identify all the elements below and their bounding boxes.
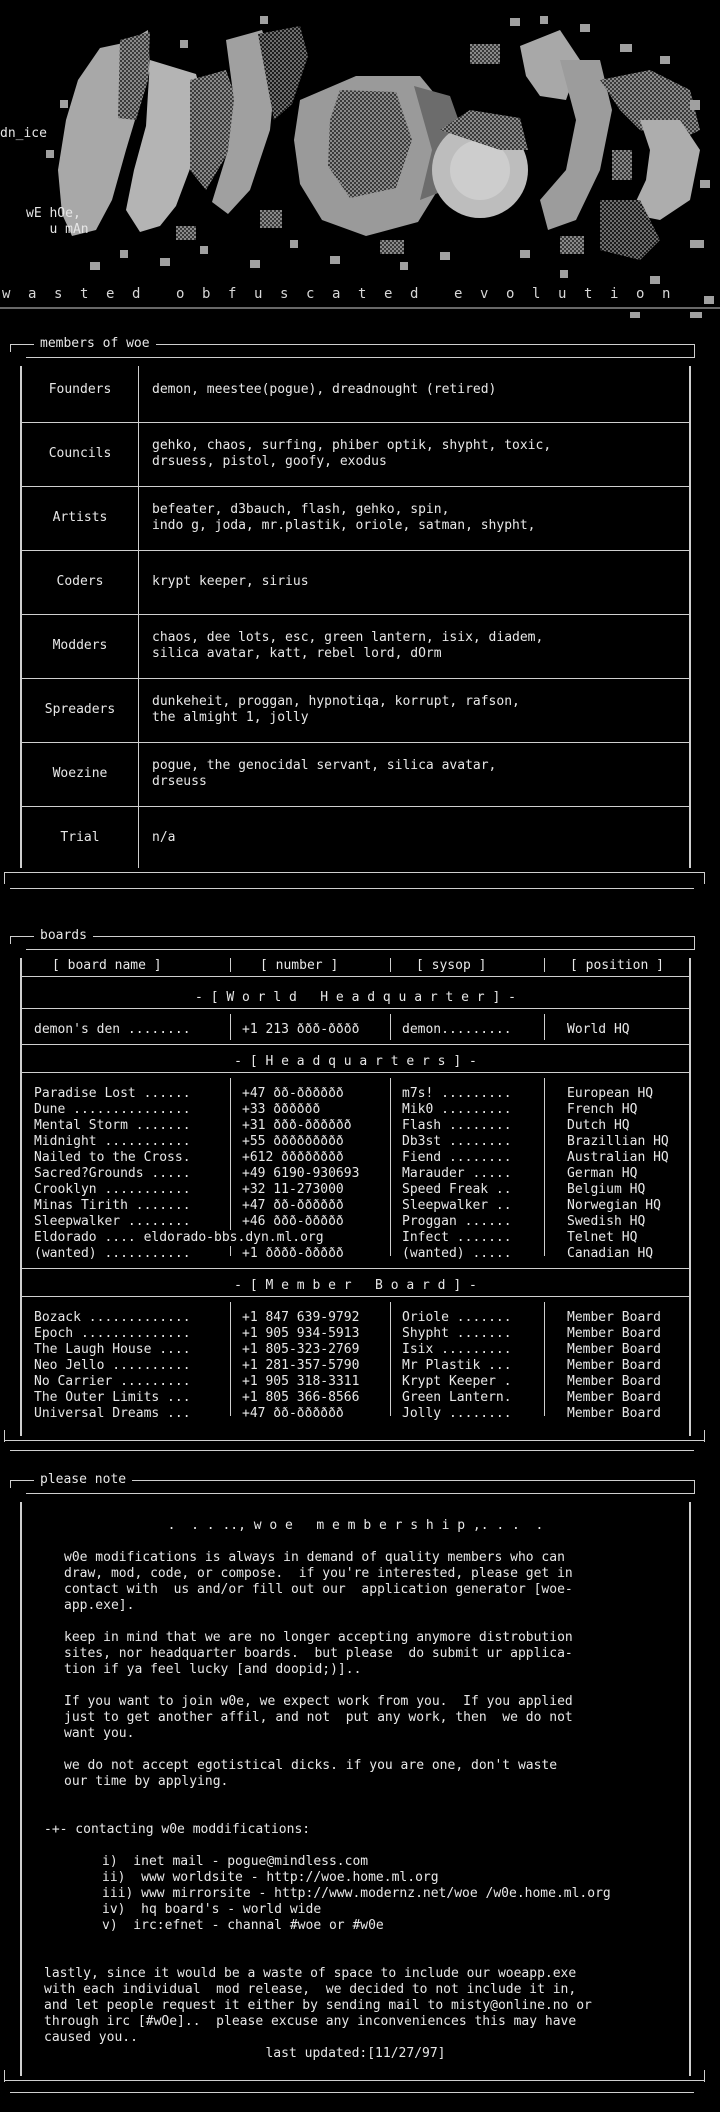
- note-paragraph: If you want to join w0e, we expect work from you. If you applied just to get another affil, and not put any work, then we do not want you.: [64, 1694, 573, 1741]
- boards-heading: boards: [34, 928, 93, 944]
- artist-credit: dn_ice: [0, 126, 47, 141]
- member-names: n/a: [152, 830, 176, 845]
- column-header-sysop: [ sysop ]: [416, 958, 487, 973]
- frame-edge: [4, 1430, 5, 1442]
- contact-heading: -+- contacting w0e moddifications:: [44, 1822, 311, 1837]
- frame-edge: [704, 2070, 705, 2082]
- column-divider: [390, 1078, 391, 1256]
- board-name: Nailed to the Cross.: [34, 1150, 191, 1165]
- member-category: Trial: [60, 830, 100, 845]
- tagline-letter: t: [358, 286, 367, 302]
- note-heading: please note: [34, 1472, 132, 1488]
- boards-table: [20, 958, 691, 1436]
- board-number: +1 805 366-8566: [242, 1390, 360, 1405]
- section-divider: [4, 2080, 704, 2081]
- board-sysop: Isix .........: [402, 1342, 512, 1357]
- section-divider: [10, 888, 694, 889]
- member-names: demon, meestee(pogue), dreadnought (retired): [152, 382, 497, 397]
- board-position: European HQ: [567, 1086, 654, 1101]
- tagline-letter: d: [410, 286, 419, 302]
- member-row-woezine: [22, 750, 689, 814]
- tagline-letter: b: [202, 286, 211, 302]
- board-number: +33 ðððððð: [242, 1102, 321, 1117]
- member-category: Spreaders: [44, 702, 116, 717]
- heading-box-bottom: [26, 949, 695, 950]
- board-name: The Outer Limits ...: [34, 1390, 191, 1405]
- board-name: Midnight ...........: [34, 1134, 191, 1149]
- board-position: Member Board: [567, 1406, 661, 1421]
- board-position: Member Board: [567, 1374, 661, 1389]
- board-sysop: Infect .......: [402, 1230, 512, 1245]
- board-number: +1 281-357-5790: [242, 1358, 360, 1373]
- tagline-letter: e: [384, 286, 393, 302]
- column-divider: [390, 958, 391, 972]
- member-names: krypt keeper, sirius: [152, 574, 309, 589]
- member-category: Woezine: [52, 766, 108, 781]
- board-sysop: Shypht .......: [402, 1326, 512, 1341]
- column-divider: [230, 958, 231, 972]
- member-row-councils: [22, 430, 689, 494]
- tagline-letter: l: [532, 286, 541, 302]
- column-divider: [390, 1302, 391, 1416]
- board-position: French HQ: [567, 1102, 638, 1117]
- tagline-letter: s: [280, 286, 289, 302]
- board-name: Universal Dreams ...: [34, 1406, 191, 1421]
- board-number: +47 ðð-ðððððð: [242, 1086, 344, 1101]
- member-row-trial: [22, 814, 689, 878]
- board-number: +49 6190-930693: [242, 1166, 360, 1181]
- tagline-letter: n: [662, 286, 671, 302]
- row-divider: [22, 614, 689, 615]
- tagline-letter: a: [332, 286, 341, 302]
- members-table: [20, 366, 691, 868]
- member-category: Founders: [48, 382, 112, 397]
- frame-edge: [4, 872, 5, 884]
- board-sysop: m7s! .........: [402, 1086, 512, 1101]
- column-header-position: [ position ]: [570, 958, 664, 973]
- column-divider: [544, 1078, 545, 1256]
- tagline-letter: u: [254, 286, 263, 302]
- board-number: +1 905 318-3311: [242, 1374, 360, 1389]
- board-sysop: Mik0 .........: [402, 1102, 512, 1117]
- board-sysop: Marauder .....: [402, 1166, 512, 1181]
- board-name: Eldorado .... eldorado-bbs.dyn.ml.org: [34, 1230, 328, 1246]
- board-sysop: Oriole .......: [402, 1310, 512, 1325]
- board-name: No Carrier .........: [34, 1374, 191, 1389]
- board-name: The Laugh House ....: [34, 1342, 191, 1357]
- board-name: Sleepwalker ........: [34, 1214, 191, 1229]
- row-divider: [22, 550, 689, 551]
- tagline-letter: e: [454, 286, 463, 302]
- board-number: +1 847 639-9792: [242, 1310, 360, 1325]
- contact-item: iv) hq board's - world wide: [102, 1902, 322, 1917]
- boards-heading-box: [10, 928, 695, 951]
- row-divider: [22, 1268, 689, 1269]
- board-number: +1 805-323-2769: [242, 1342, 360, 1357]
- board-name: Epoch ..............: [34, 1326, 191, 1341]
- greeting-text: wE hOe, u mAn: [26, 206, 89, 237]
- board-name: Dune ...............: [34, 1102, 191, 1117]
- board-sysop: Db3st ........: [402, 1134, 512, 1149]
- column-divider: [544, 958, 545, 972]
- member-row-founders: [22, 366, 689, 430]
- contact-item: i) inet mail - pogue@mindless.com: [102, 1854, 369, 1869]
- tagline-letter: f: [228, 286, 237, 302]
- board-name: (wanted) ...........: [34, 1246, 191, 1261]
- board-position: Canadian HQ: [567, 1246, 654, 1261]
- board-sysop: Proggan ......: [402, 1214, 512, 1229]
- tagline-letter: d: [132, 286, 141, 302]
- contact-item: ii) www worldsite - http://woe.home.ml.org: [102, 1870, 439, 1885]
- column-divider: [544, 1014, 545, 1040]
- heading-box-edge: [694, 937, 695, 949]
- board-number: +1 213 ððð-ðððð: [242, 1022, 360, 1037]
- board-name: Sacred?Grounds .....: [34, 1166, 191, 1181]
- board-sysop: Sleepwalker ..: [402, 1198, 512, 1213]
- column-divider: [230, 1302, 231, 1416]
- row-divider: [22, 1008, 689, 1009]
- board-name: demon's den ........: [34, 1022, 191, 1037]
- board-number: +31 ððð-ðððððð: [242, 1118, 352, 1133]
- board-sysop: Speed Freak ..: [402, 1182, 512, 1197]
- column-divider: [390, 1014, 391, 1040]
- note-panel: [20, 1502, 691, 2076]
- board-number: +32 11-273000: [242, 1182, 344, 1197]
- member-category: Modders: [52, 638, 108, 653]
- board-position: German HQ: [567, 1166, 638, 1181]
- note-paragraph: w0e modifications is always in demand of quality members who can draw, mod, code, or compose. if you're interested, please get in contact with us and/or fill out our application generator [woe- app.exe].: [64, 1550, 573, 1613]
- section-divider: [10, 1450, 694, 1451]
- board-position: Norwegian HQ: [567, 1198, 661, 1213]
- board-position: Brazillian HQ: [567, 1134, 669, 1149]
- row-divider: [22, 742, 689, 743]
- member-row-modders: [22, 622, 689, 686]
- board-name: Neo Jello ..........: [34, 1358, 191, 1373]
- heading-box-edge: [694, 345, 695, 357]
- board-sysop: Green Lantern.: [402, 1390, 512, 1405]
- member-category: Coders: [56, 574, 104, 589]
- member-names: chaos, dee lots, esc, green lantern, isix, diadem, silica avatar, katt, rebel lord, dOrm: [152, 630, 544, 661]
- board-position: Telnet HQ: [567, 1230, 638, 1245]
- board-sysop: Mr Plastik ...: [402, 1358, 512, 1373]
- board-sysop: demon.........: [402, 1022, 512, 1037]
- tagline-letter: i: [610, 286, 619, 302]
- column-divider: [544, 1302, 545, 1416]
- column-header-board-name: [ board name ]: [52, 958, 162, 973]
- member-row-artists: [22, 494, 689, 558]
- board-sysop: Krypt Keeper .: [402, 1374, 512, 1389]
- board-position: Member Board: [567, 1310, 661, 1325]
- tagline-letter: t: [80, 286, 89, 302]
- frame-edge: [704, 1430, 705, 1442]
- board-sysop: Fiend ........: [402, 1150, 512, 1165]
- board-number: +612 ðððððððð: [242, 1150, 344, 1165]
- board-position: Member Board: [567, 1342, 661, 1357]
- note-paragraph: lastly, since it would be a waste of space to include our woeapp.exe with each individual mod release, we decided to not include it in, and let people request it either by sending mail to misty@online.no or through irc [#wOe].. please excuse any inconveniences this may have caused you..: [44, 1966, 592, 2045]
- board-position: Australian HQ: [567, 1150, 669, 1165]
- frame-edge: [4, 2070, 5, 2082]
- column-header-number: [ number ]: [260, 958, 339, 973]
- tagline-letter: o: [176, 286, 185, 302]
- member-board-title: - [ M e m b e r B o a r d ] -: [234, 1278, 477, 1293]
- members-heading-box: [10, 336, 695, 359]
- tagline-letter: t: [584, 286, 593, 302]
- member-names: gehko, chaos, surfing, phiber optik, shypht, toxic, drsuess, pistol, goofy, exodus: [152, 438, 552, 469]
- member-names: pogue, the genocidal servant, silica avatar, drseuss: [152, 758, 497, 789]
- board-number: +55 ððððððððð: [242, 1134, 344, 1149]
- note-heading-box: [10, 1472, 695, 1495]
- member-names: dunkeheit, proggan, hypnotiqa, korrupt, rafson, the almight 1, jolly: [152, 694, 520, 725]
- note-paragraph: we do not accept egotistical dicks. if you are one, don't waste our time by applying.: [64, 1758, 558, 1789]
- tagline-letter: w: [2, 286, 11, 302]
- board-number: +47 ðð-ðððððð: [242, 1198, 344, 1213]
- member-row-spreaders: [22, 686, 689, 750]
- tagline-letter: u: [558, 286, 567, 302]
- note-paragraph: keep in mind that we are no longer accepting anymore distrobution sites, nor headquarter boards. but please do submit ur applica- tion if ya feel lucky [and doopid;)]..: [64, 1630, 573, 1677]
- board-name: Bozack .............: [34, 1310, 191, 1325]
- row-divider: [22, 806, 689, 807]
- board-number: +47 ðð-ðððððð: [242, 1406, 344, 1421]
- board-sysop: Jolly ........: [402, 1406, 512, 1421]
- board-sysop: Flash ........: [402, 1118, 512, 1133]
- column-divider: [230, 1014, 231, 1040]
- member-row-coders: [22, 558, 689, 622]
- board-number: +46 ððð-ððððð: [242, 1214, 344, 1229]
- board-name: Mental Storm .......: [34, 1118, 191, 1133]
- woe-ascii-logo-art: [0, 0, 720, 320]
- tagline-letter: s: [54, 286, 63, 302]
- board-position: Member Board: [567, 1326, 661, 1341]
- heading-box-bottom: [26, 1493, 695, 1494]
- board-position: Belgium HQ: [567, 1182, 646, 1197]
- section-divider: [10, 2092, 694, 2093]
- board-number: +1 905 934-5913: [242, 1326, 360, 1341]
- tagline-letter: v: [480, 286, 489, 302]
- tagline-letter: c: [306, 286, 315, 302]
- board-number: +1 ðððð-ððððð: [242, 1246, 344, 1261]
- member-names: befeater, d3bauch, flash, gehko, spin, indo g, joda, mr.plastik, oriole, satman, shypht,: [152, 502, 536, 533]
- board-position: Dutch HQ: [567, 1118, 630, 1133]
- heading-box-bottom: [26, 357, 695, 358]
- row-divider: [22, 422, 689, 423]
- tagline-letter: o: [506, 286, 515, 302]
- headquarters-title: - [ H e a d q u a r t e r s ] -: [234, 1054, 477, 1069]
- world-hq-title: - [ W o r l d H e a d q u a r t e r ] -: [195, 990, 516, 1005]
- tagline-letter: o: [636, 286, 645, 302]
- row-divider: [22, 1072, 689, 1073]
- board-position: Member Board: [567, 1390, 661, 1405]
- row-divider: [22, 976, 689, 977]
- tagline-letter: a: [28, 286, 37, 302]
- heading-box-edge: [694, 1481, 695, 1493]
- board-name: Minas Tirith .......: [34, 1198, 191, 1213]
- contact-item: v) irc:efnet - channal #woe or #w0e: [102, 1918, 384, 1933]
- board-sysop: (wanted) .....: [402, 1246, 512, 1261]
- board-position: World HQ: [567, 1022, 630, 1037]
- row-divider: [22, 678, 689, 679]
- row-divider: [22, 1296, 689, 1297]
- membership-title: . . . .., w o e m e m b e r s h i p ,. . . .: [167, 1518, 544, 1533]
- board-name: Paradise Lost ......: [34, 1086, 191, 1101]
- member-category: Councils: [48, 446, 112, 461]
- board-position: Member Board: [567, 1358, 661, 1373]
- section-divider: [4, 872, 704, 873]
- tagline-letter: e: [106, 286, 115, 302]
- last-updated: last updated:[11/27/97]: [265, 2046, 446, 2061]
- board-position: Swedish HQ: [567, 1214, 646, 1229]
- row-divider: [22, 486, 689, 487]
- section-divider: [4, 1440, 704, 1441]
- members-heading: members of woe: [34, 336, 156, 352]
- frame-edge: [704, 872, 705, 884]
- row-divider: [22, 1044, 689, 1045]
- contact-item: iii) www mirrorsite - http://www.modernz.net/woe /w0e.home.ml.org: [102, 1886, 611, 1901]
- board-name: Crooklyn ...........: [34, 1182, 191, 1197]
- member-category: Artists: [52, 510, 108, 525]
